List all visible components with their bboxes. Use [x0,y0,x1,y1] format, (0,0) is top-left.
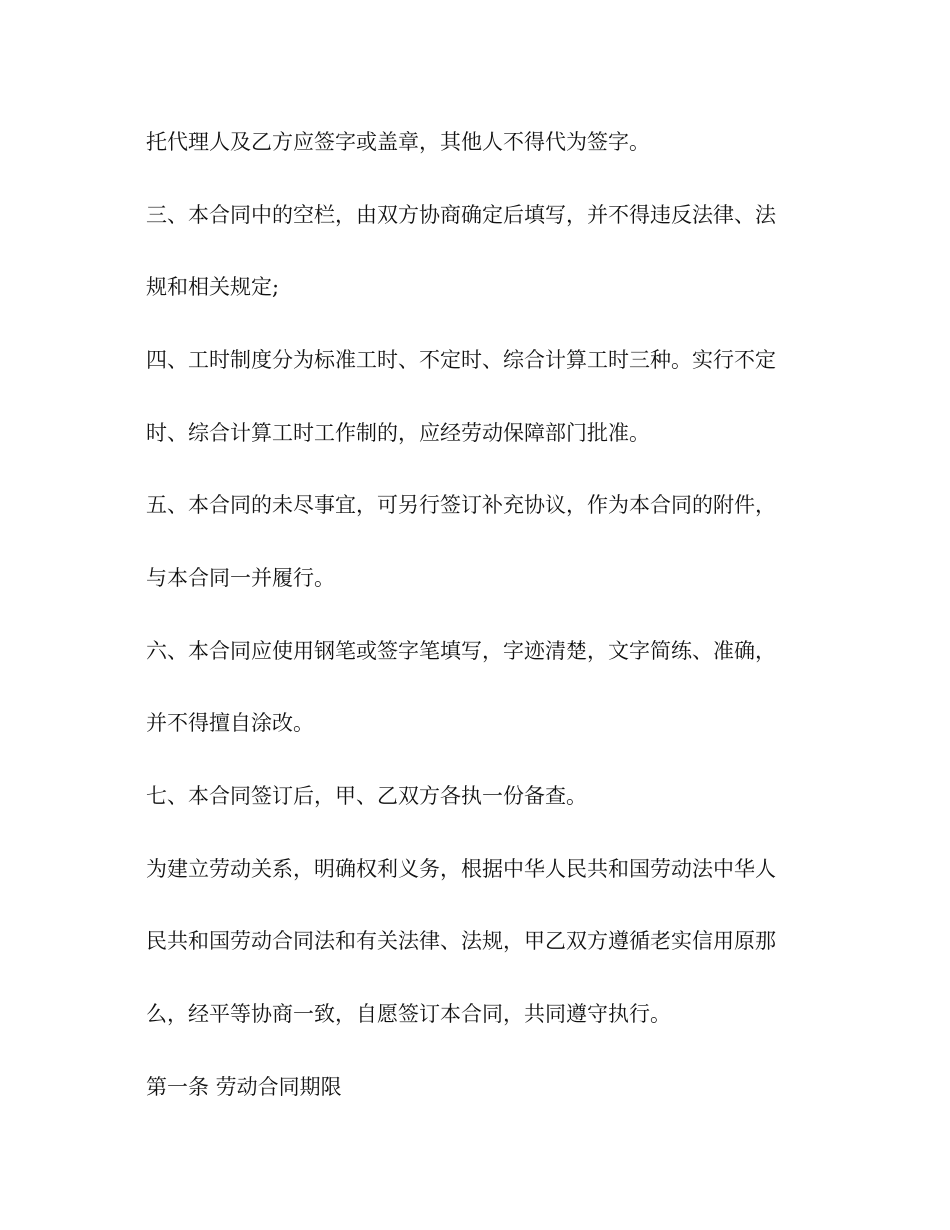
text-line: 托代理人及乙方应签字或盖章，其他人不得代为签字。 [146,130,650,154]
text-line: 时、综合计算工时工作制的，应经劳动保障部门批准。 [146,421,650,445]
text-line: 并不得擅自涂改。 [146,711,314,735]
section-heading: 第一条 劳动合同期限 [146,1075,342,1099]
text-line: 七、本合同签订后，甲、乙双方各执一份备查。 [146,784,587,808]
text-line: 民共和国劳动合同法和有关法律、法规，甲乙双方遵循老实信用原那 [146,929,776,953]
text-line: 三、本合同中的空栏，由双方协商确定后填写，并不得违反法律、法 [146,203,776,227]
text-line: 五、本合同的未尽事宜，可另行签订补充协议，作为本合同的附件， [146,493,776,517]
text-line: 四、工时制度分为标准工时、不定时、综合计算工时三种。实行不定 [146,348,776,372]
text-line: 为建立劳动关系，明确权利义务，根据中华人民共和国劳动法中华人 [146,857,776,881]
text-line: 么，经平等协商一致，自愿签订本合同，共同遵守执行。 [146,1002,671,1026]
text-line: 六、本合同应使用钢笔或签字笔填写，字迹清楚，文字简练、准确， [146,639,776,663]
text-line: 与本合同一并履行。 [146,566,335,590]
text-line: 规和相关规定; [146,275,280,299]
